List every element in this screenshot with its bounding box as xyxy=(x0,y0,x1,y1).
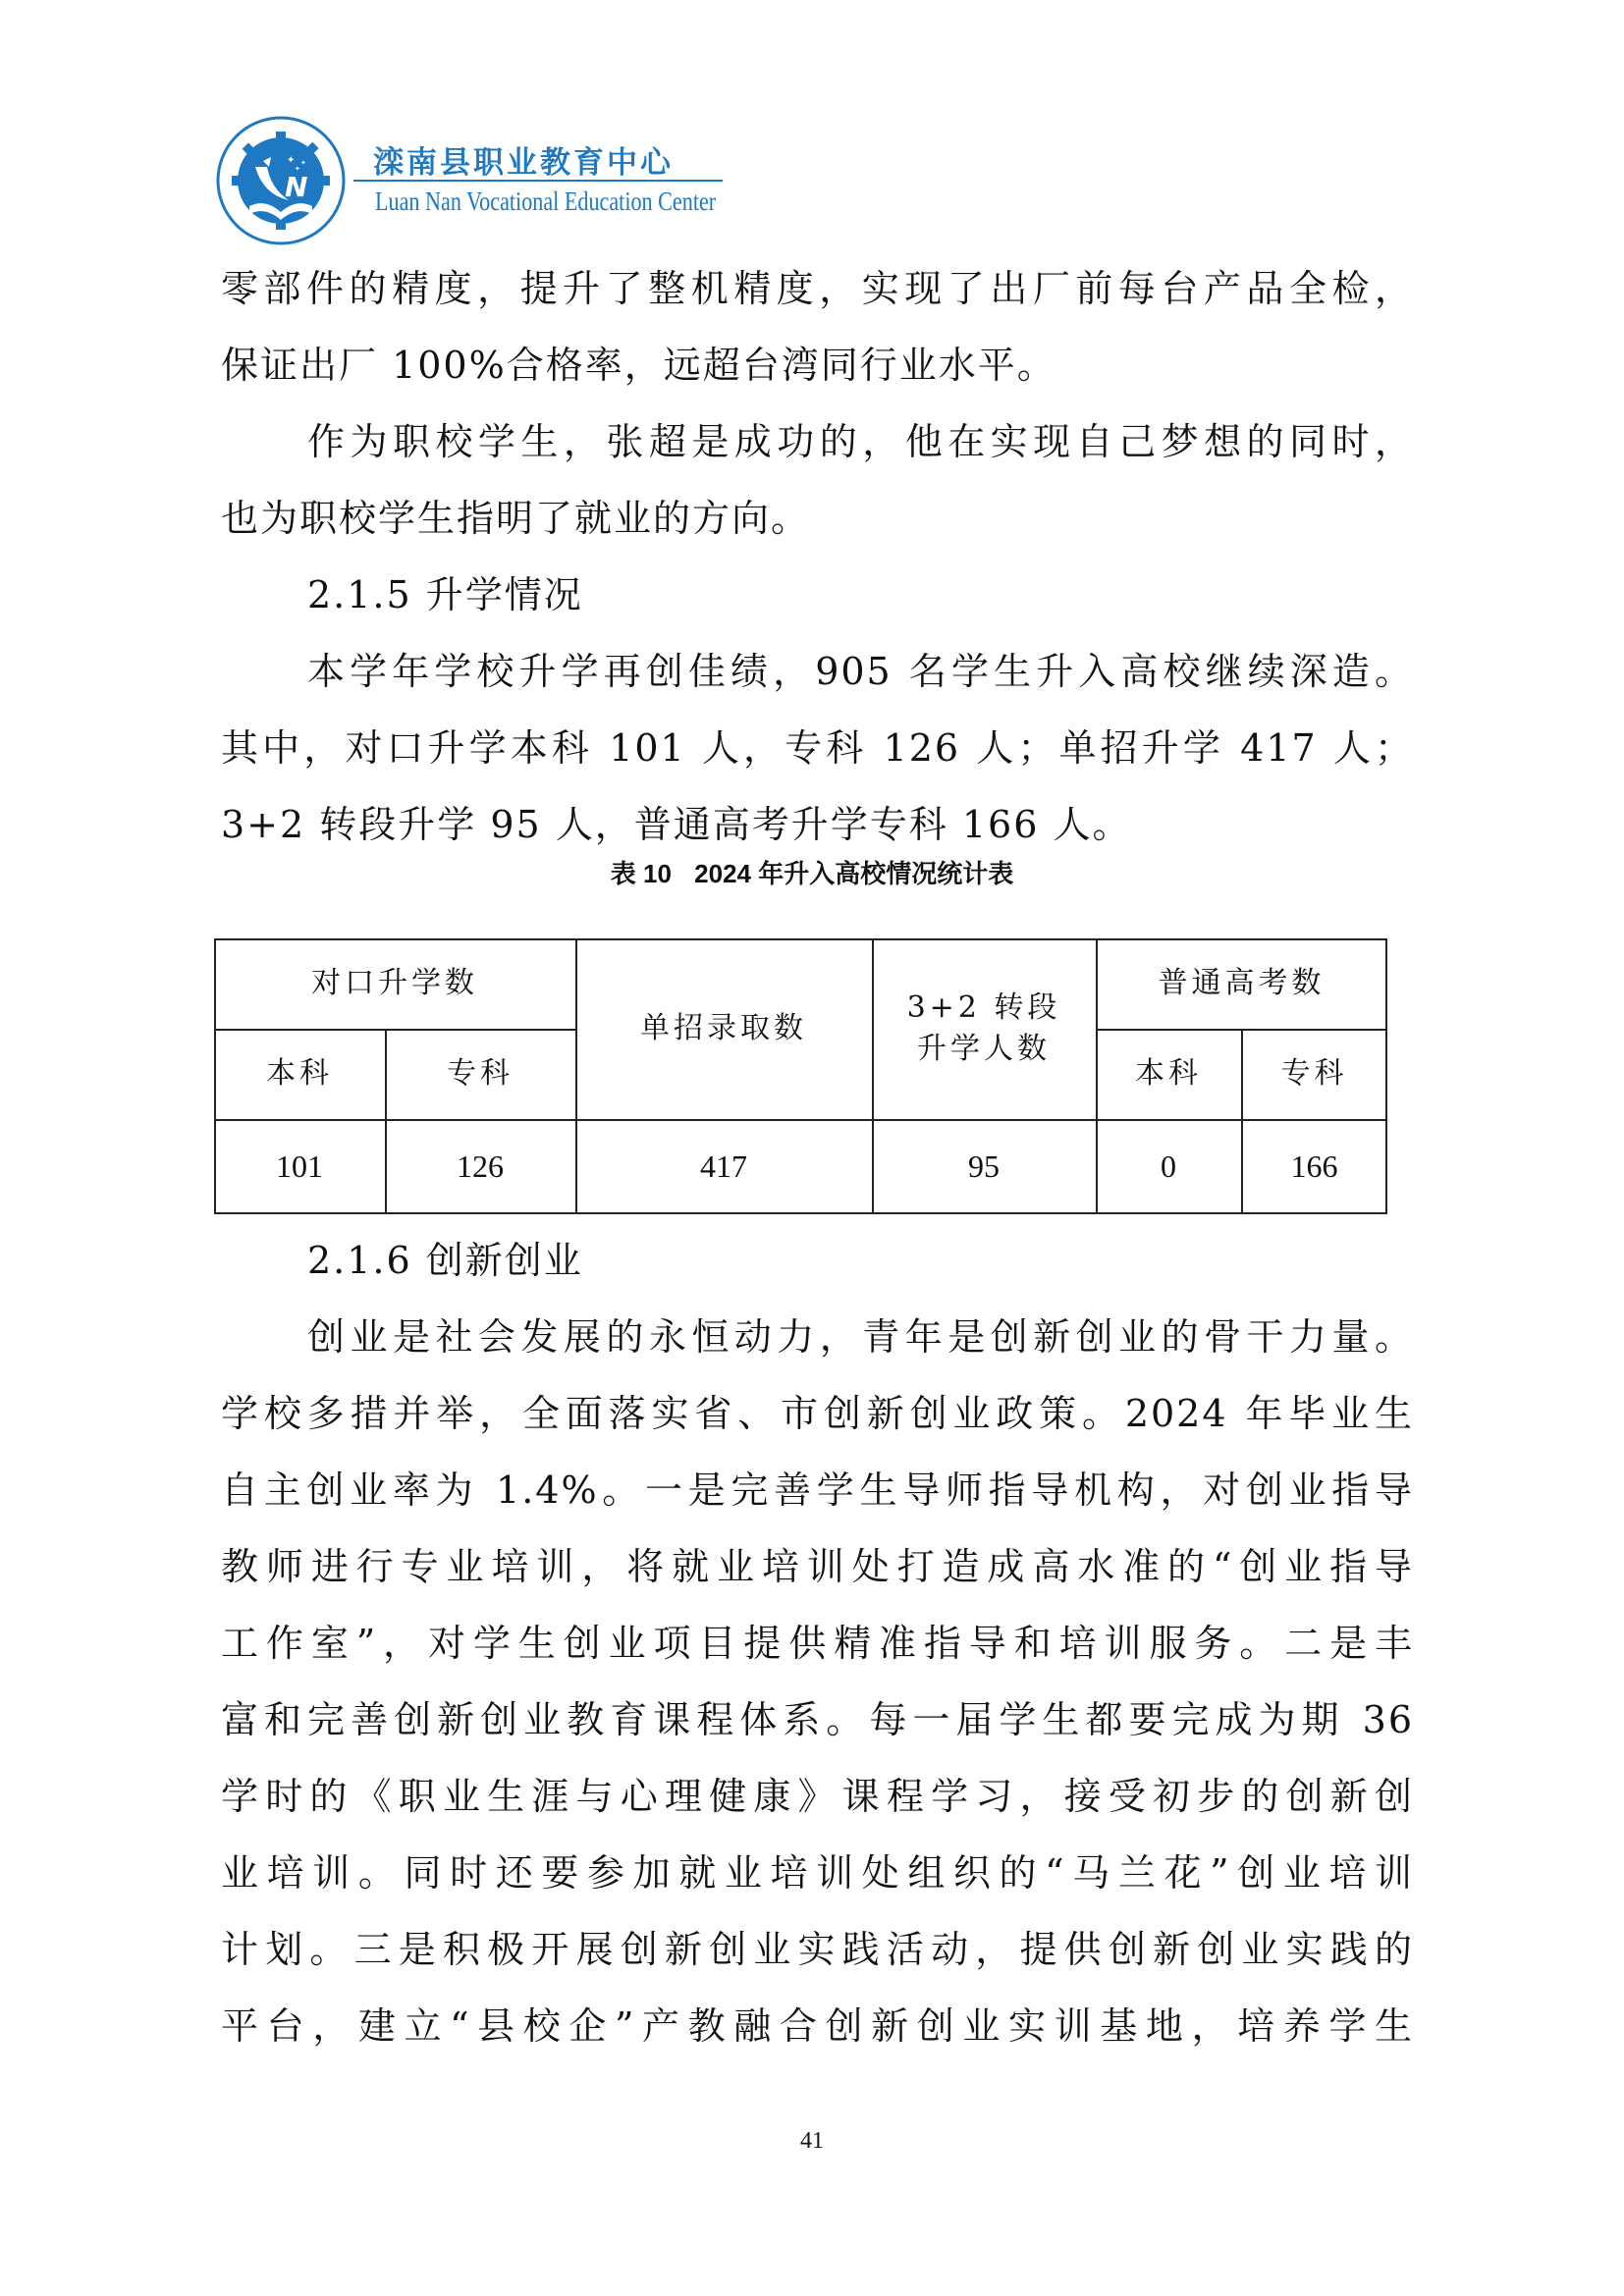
header-zhuanduan xyxy=(872,938,1096,1119)
header-putong: 普通高考数 xyxy=(1158,966,1326,1000)
cell-duikou-zhuanke: 126 xyxy=(457,1148,504,1184)
svg-text:✦: ✦ xyxy=(287,155,296,166)
text-line: 工作室”，对学生创业项目提供精准指导和培训服务。二是丰 xyxy=(221,1622,1414,1665)
svg-text:✦: ✦ xyxy=(300,159,306,167)
text-line: 业培训。同时还要参加就业培训处组织的“马兰花”创业培训 xyxy=(221,1851,1414,1895)
header-duikou-benke: 本科 xyxy=(266,1056,333,1091)
table-caption xyxy=(0,854,1624,890)
text-line: 平台，建立“县校企”产教融合创新创业实训基地，培养学生 xyxy=(221,2004,1414,2048)
text-line: 教师进行专业培训，将就业培训处打造成高水准的“创业指导 xyxy=(221,1545,1414,1588)
header-zhuanduan-line2: 升学人数 xyxy=(917,1032,1051,1066)
text-line: 本学年学校升学再创佳绩，905 名学生升入高校继续深造。 xyxy=(307,650,1414,693)
header-putong-benke: 本科 xyxy=(1135,1056,1202,1091)
header-zhuanduan-line1: 3+2 转段 xyxy=(906,990,1061,1025)
text-line: 创业是社会发展的永恒动力，青年是创新创业的骨干力量。 xyxy=(307,1315,1414,1359)
text-line: 学时的《职业生涯与心理健康》课程学习，接受初步的创新创 xyxy=(221,1775,1414,1818)
text-line: 富和完善创新创业教育课程体系。每一届学生都要完成为期 36 xyxy=(221,1698,1414,1741)
text-line: 作为职校学生，张超是成功的，他在实现自己梦想的同时， xyxy=(307,420,1414,463)
org-name-en: Luan Nan Vocational Education Center xyxy=(375,187,717,216)
school-emblem-icon xyxy=(216,116,346,245)
cell-putong-benke: 0 xyxy=(1161,1148,1176,1184)
text-line: 其中，对口升学本科 101 人，专科 126 人；单招升学 417 人； xyxy=(221,726,1414,770)
page-number: 41 xyxy=(800,2128,824,2154)
text-line: 计划。三是积极开展创新创业实践活动，提供创新创业实践的 xyxy=(221,1928,1414,1971)
header-danzhao: 单招录取数 xyxy=(640,1011,807,1045)
section-heading-2-1-6: 2.1.6 创新创业 xyxy=(307,1239,583,1282)
text-line: 学校多措并举，全面落实省、市创新创业政策。2024 年毕业生 xyxy=(221,1392,1414,1435)
svg-text:✦: ✦ xyxy=(295,165,300,173)
admission-stats-table xyxy=(214,938,1387,1213)
cell-putong-zhuanke: 166 xyxy=(1290,1148,1338,1184)
section-heading-2-1-5: 2.1.5 升学情况 xyxy=(307,573,583,616)
table-caption-label: 表 10 xyxy=(610,859,672,888)
text-line: 自主创业率为 1.4%。一是完善学生导师指导机构，对创业指导 xyxy=(221,1468,1414,1512)
svg-text:N: N xyxy=(285,171,308,203)
text-line: 3+2 转段升学 95 人，普通高考升学专科 166 人。 xyxy=(221,803,1132,846)
text-line: 保证出厂 100%合格率，远超台湾同行业水平。 xyxy=(221,344,1056,387)
header-duikou: 对口升学数 xyxy=(311,966,478,1000)
text-line: 零部件的精度，提升了整机精度，实现了出厂前每台产品全检， xyxy=(221,267,1414,310)
org-name-cn: 滦南县职业教育中心 xyxy=(373,145,674,181)
text-line: 也为职校学生指明了就业的方向。 xyxy=(221,497,811,540)
header-divider xyxy=(353,180,723,182)
table-caption-title: 2024 年升入高校情况统计表 xyxy=(694,859,1014,888)
cell-zhuanduan: 95 xyxy=(968,1148,1000,1184)
cell-danzhao: 417 xyxy=(700,1148,747,1184)
cell-duikou-benke: 101 xyxy=(276,1148,323,1184)
header-putong-zhuanke: 专科 xyxy=(1280,1056,1348,1091)
header-duikou-zhuanke: 专科 xyxy=(447,1056,514,1091)
